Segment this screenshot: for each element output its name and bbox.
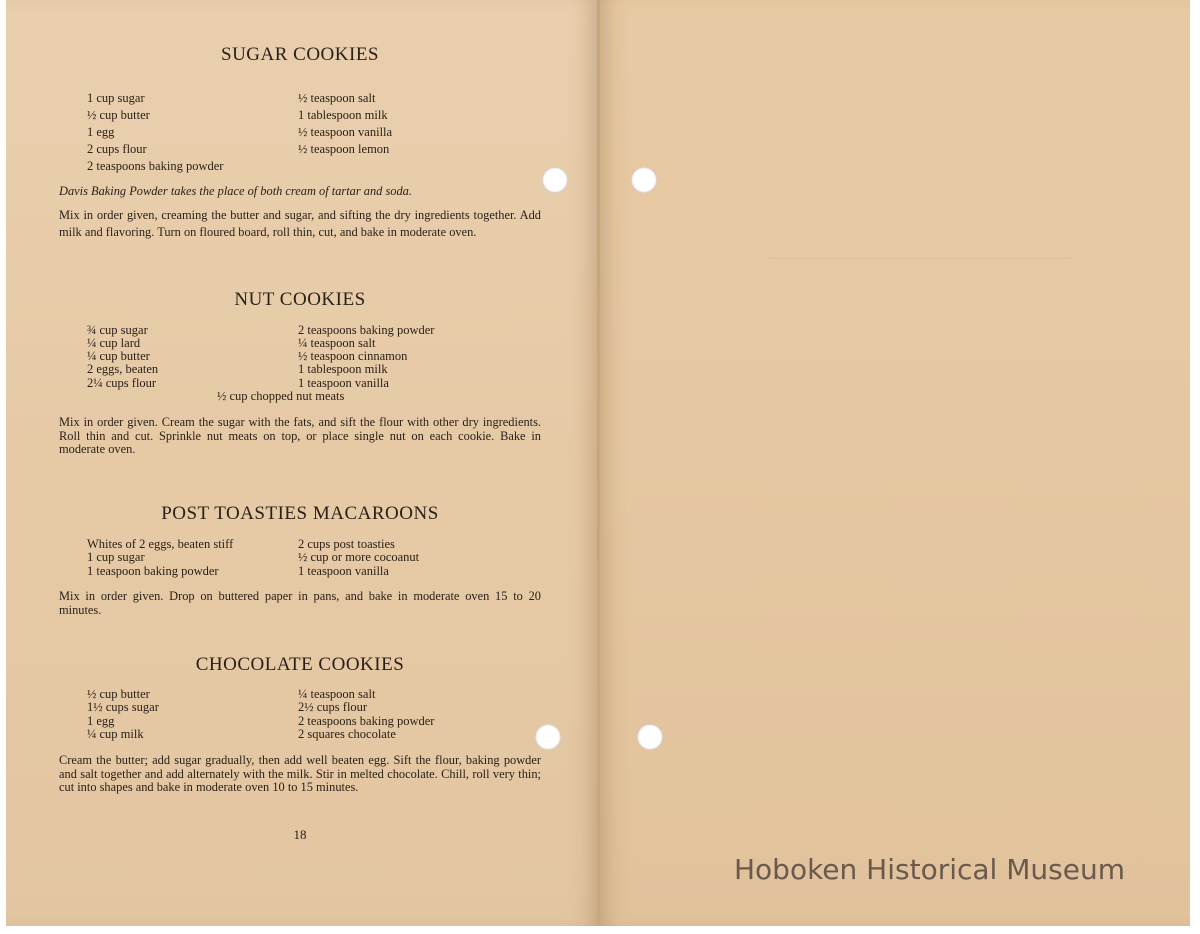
ingredient: 1 cup sugar [87, 91, 145, 105]
page-number: 18 [293, 827, 307, 842]
ingredient: 1 egg [87, 714, 115, 728]
ingredient: 2 cups flour [87, 142, 147, 156]
ingredient: ½ cup chopped nut meats [217, 389, 345, 403]
ingredient: ½ teaspoon lemon [298, 142, 390, 156]
recipe-directions: Mix in order given, creaming the butter and sugar, and sifting the dry ingredients together. Add milk and flavoring. Turn on floured board, roll thin, cut, and bake in moderate oven. [59, 208, 541, 239]
ingredient: ½ cup or more cocoanut [298, 550, 420, 564]
punch-hole [542, 167, 568, 193]
ingredient: 2 eggs, beaten [87, 362, 159, 376]
right-page [600, 0, 1190, 926]
ingredient: 2 squares chocolate [298, 727, 396, 741]
punch-hole [535, 724, 561, 750]
recipe-directions: Mix in order given. Drop on buttered paper in pans, and bake in moderate oven 15 to 20 minutes. [59, 589, 541, 617]
ingredient: ½ teaspoon cinnamon [298, 349, 408, 363]
ingredient: 2 cups post toasties [298, 537, 395, 551]
ingredient: ¼ teaspoon salt [298, 687, 376, 701]
ingredient: 2 teaspoons baking powder [87, 159, 224, 173]
ingredient: ½ teaspoon vanilla [298, 125, 393, 139]
ingredient: 1 teaspoon vanilla [298, 376, 389, 390]
baking-powder-note: Davis Baking Powder takes the place of both cream of tartar and soda. [59, 184, 412, 198]
ingredient: 1 tablespoon milk [298, 108, 388, 122]
ingredient: 1 cup sugar [87, 550, 145, 564]
ingredient: 1 teaspoon vanilla [298, 564, 389, 578]
ingredient: ¼ teaspoon salt [298, 336, 376, 350]
museum-watermark: Hoboken Historical Museum [734, 853, 1125, 886]
ingredient: 2¼ cups flour [87, 376, 157, 390]
recipe-directions: Mix in order given. Cream the sugar with the fats, and sift the flour with other dry ingredients. Roll thin and cut. Sprinkle nut meats on top, or place single nut on each cookie. Bake in moderate oven. [59, 415, 541, 456]
bleed-through-mark [770, 258, 1070, 399]
ingredient: 1 teaspoon baking powder [87, 564, 219, 578]
recipe-title-post-toasties-macaroons: POST TOASTIES MACAROONS [161, 503, 439, 524]
recipe-title-chocolate-cookies: CHOCOLATE COOKIES [195, 654, 405, 675]
ingredient: ½ cup butter [87, 687, 150, 701]
ingredient: 1 tablespoon milk [298, 362, 388, 376]
ingredient: 1 egg [87, 125, 115, 139]
punch-hole [631, 167, 657, 193]
recipe-directions: Cream the butter; add sugar gradually, then add well beaten egg. Sift the flour, baking powder and salt together and add alternately with the milk. Stir in melted chocolate. Chill, roll very thin; cut into shapes and bake in moderate oven 10 to 15 minutes. [59, 753, 541, 794]
ingredient: 2 teaspoons baking powder [298, 323, 435, 337]
ingredient: ¼ cup milk [87, 727, 144, 741]
ingredient: ½ teaspoon salt [298, 91, 376, 105]
ingredient: ½ cup butter [87, 108, 150, 122]
ingredient: 1½ cups sugar [87, 700, 159, 714]
recipe-title-nut-cookies: NUT COOKIES [234, 289, 366, 310]
ingredient: 2½ cups flour [298, 700, 368, 714]
punch-hole [637, 724, 663, 750]
ingredient: ¾ cup sugar [87, 323, 148, 337]
ingredient: ¼ cup lard [87, 336, 141, 350]
ingredient: Whites of 2 eggs, beaten stiff [87, 537, 234, 551]
ingredient: 2 teaspoons baking powder [298, 714, 435, 728]
recipe-title-sugar-cookies: SUGAR COOKIES [221, 44, 379, 65]
ingredient: ¼ cup butter [87, 349, 150, 363]
